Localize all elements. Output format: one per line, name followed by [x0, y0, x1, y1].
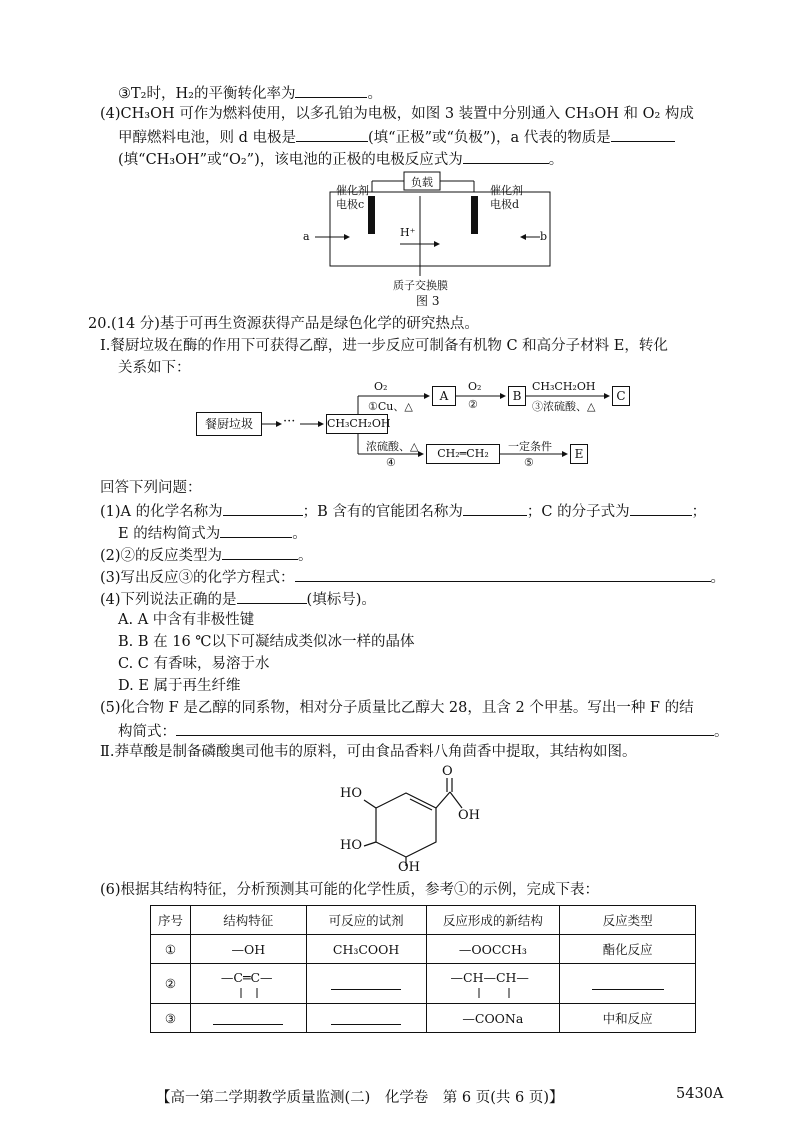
s5-text-b: 构简式：: [118, 724, 176, 740]
s1-text-d: ；: [691, 504, 707, 520]
single-bond-marks: [427, 966, 561, 1002]
th-feature: 结构特征: [190, 906, 306, 935]
footer-code: 5430A: [676, 1086, 724, 1102]
th-reagent: 可反应的试剂: [306, 906, 426, 935]
blank-r2-type[interactable]: [592, 974, 664, 990]
blank-r2-reagent[interactable]: [331, 974, 401, 990]
cell-r2-index: ②: [151, 964, 191, 1004]
mol-oh: OH: [458, 808, 480, 823]
electrode-d-label: 电极d: [490, 198, 520, 211]
th-index: 序号: [151, 906, 191, 935]
inlet-b-label: b: [540, 230, 548, 243]
table-row: [151, 964, 696, 1004]
q19-l3-text: 甲醇燃料电池，则 d 电极是: [118, 130, 296, 146]
s2-text: (2)②的反应类型为: [100, 548, 223, 564]
box-E: E: [570, 444, 588, 464]
double-bond-text: —C═C—: [220, 969, 273, 985]
q19-l4-text: (填“CH₃OH”或“O₂”)，该电池的正极的电极反应式为: [118, 152, 463, 168]
punct: 。: [714, 724, 729, 740]
bond-ho-1: [364, 800, 376, 808]
footer-title: 【高一第二学期教学质量监测(二) 化学卷 第 6 页(共 6 页)】: [156, 1090, 564, 1106]
table-row: [151, 935, 696, 964]
cell-r2-feature: [190, 964, 306, 1004]
th-reaction-type: 反应类型: [560, 906, 696, 935]
option-C: C. C 有香味，易溶于水: [118, 656, 270, 672]
s3-text: (3)写出反应③的化学方程式：: [100, 570, 295, 586]
punct: 。: [548, 152, 564, 168]
box-ethanol: CH₃CH₂OH: [326, 414, 388, 434]
inlet-a-label: a: [303, 230, 310, 243]
cond-o2-1: O₂: [374, 380, 388, 393]
cell-r3-feature[interactable]: [190, 1004, 306, 1033]
cell-r3-new: —COONa: [426, 1004, 560, 1033]
single-bond-text: —CH—CH—: [450, 969, 529, 985]
q20-part2-intro: Ⅱ.莽草酸是制备磷酸奥司他韦的原料，可由食品香料八角茴香中提取，其结构如图。: [100, 744, 637, 760]
option-D: D. E 属于再生纤维: [118, 678, 241, 694]
cond-4: ④: [386, 456, 396, 469]
q20-part1-intro-2: 关系如下：: [118, 360, 191, 376]
cell-r1-type: 酯化反应: [560, 935, 696, 964]
cond-1-cu-heat: ①Cu、△: [368, 400, 413, 413]
punct: 。: [367, 86, 382, 102]
electrode-c-label: 电极c: [336, 198, 365, 211]
cond-ethanol-3: CH₃CH₂OH: [532, 380, 596, 393]
cell-r1-feature: —OH: [190, 935, 306, 964]
box-C: C: [612, 386, 630, 406]
s1-text-c: ；C 的分子式为: [526, 504, 630, 520]
answer-prompt: 回答下列问题：: [100, 480, 202, 496]
cell-r1-index: ①: [151, 935, 191, 964]
s4-text: (4)下列说法正确的是: [100, 592, 237, 608]
punct: 。: [292, 526, 307, 542]
box-kitchen-waste: 餐厨垃圾: [196, 412, 262, 436]
box-A: A: [432, 386, 456, 406]
catalyst-c-label: 催化剂: [336, 184, 369, 197]
punct: 。: [710, 570, 726, 586]
load-label: 负载: [411, 176, 433, 189]
s1-text-a: (1)A 的化学名称为: [100, 504, 223, 520]
th-new-structure: 反应形成的新结构: [426, 906, 560, 935]
cond-4-h2so4: 浓硫酸、△: [366, 440, 419, 453]
cell-r1-new: —OOCCH₃: [426, 935, 560, 964]
bond-oh: [450, 792, 462, 808]
blank-r3-reagent[interactable]: [331, 1009, 401, 1025]
mol-o: O: [442, 764, 453, 779]
cond-3-h2so4: ③浓硫酸、△: [532, 400, 596, 413]
bond-ho-2: [364, 842, 376, 846]
bond-carboxyl: [436, 792, 450, 808]
cell-r3-index: ③: [151, 1004, 191, 1033]
property-table: [150, 905, 696, 1033]
cell-r2-type[interactable]: [560, 964, 696, 1004]
cond-5: ⑤: [524, 456, 534, 469]
q19-l1-text: ③T₂时，H₂的平衡转化率为: [118, 86, 296, 102]
s1-text-e: E 的结构简式为: [118, 526, 221, 542]
q19-l3b-text: (填“正极”或“负极”)，a 代表的物质是: [368, 130, 611, 146]
cond-5-condition: 一定条件: [508, 440, 552, 453]
figure-caption: 图 3: [416, 294, 440, 308]
cell-r1-reagent: CH₃COOH: [306, 935, 426, 964]
h-plus-label: H⁺: [400, 226, 416, 239]
q20-heading: 20.(14 分)基于可再生资源获得产品是绿色化学的研究热点。: [88, 316, 479, 332]
catalyst-d-label: 催化剂: [490, 184, 523, 197]
cond-o2-2: O₂: [468, 380, 482, 393]
q20-part1-intro: Ⅰ.餐厨垃圾在酶的作用下可获得乙醇，进一步反应可制备有机物 C 和高分子材料 E，转化: [100, 338, 668, 354]
mol-oh-bottom: OH: [398, 860, 420, 875]
option-A: A. A 中含有非极性键: [118, 612, 255, 628]
cell-r2-new: [426, 964, 560, 1004]
ring: [376, 793, 436, 857]
cell-r2-reagent[interactable]: [306, 964, 426, 1004]
s1-text-b: ；B 含有的官能团名称为: [302, 504, 463, 520]
cell-r3-reagent[interactable]: [306, 1004, 426, 1033]
q19-l2-text: (4)CH₃OH 可作为燃料使用，以多孔铂为电极，如图 3 装置中分别通入 CH₃OH 和 O₂ 构成: [100, 106, 694, 122]
table-header-row: [151, 906, 696, 935]
membrane-label: 质子交换膜: [393, 279, 448, 292]
table-row: [151, 1004, 696, 1033]
cell-r3-type: 中和反应: [560, 1004, 696, 1033]
mol-ho-1: HO: [340, 786, 362, 801]
sub-q6: (6)根据其结构特征，分析预测其可能的化学性质，参考①的示例，完成下表：: [100, 882, 600, 898]
cond-2: ②: [468, 398, 478, 411]
mol-ho-2: HO: [340, 838, 362, 853]
box-B: B: [508, 386, 526, 406]
flow-dots: ···: [283, 414, 296, 429]
s4-text-b: (填标号)。: [306, 592, 376, 608]
blank-r3-feature[interactable]: [213, 1009, 283, 1025]
double-bond-marks: [191, 966, 307, 1002]
punct: 。: [298, 548, 313, 564]
option-B: B. B 在 16 ℃以下可凝结成类似冰一样的晶体: [118, 634, 415, 650]
box-ethene: CH₂═CH₂: [426, 444, 500, 464]
sub-q5: (5)化合物 F 是乙醇的同系物，相对分子质量比乙醇大 28，且含 2 个甲基。写出一种 F 的结: [100, 700, 694, 716]
